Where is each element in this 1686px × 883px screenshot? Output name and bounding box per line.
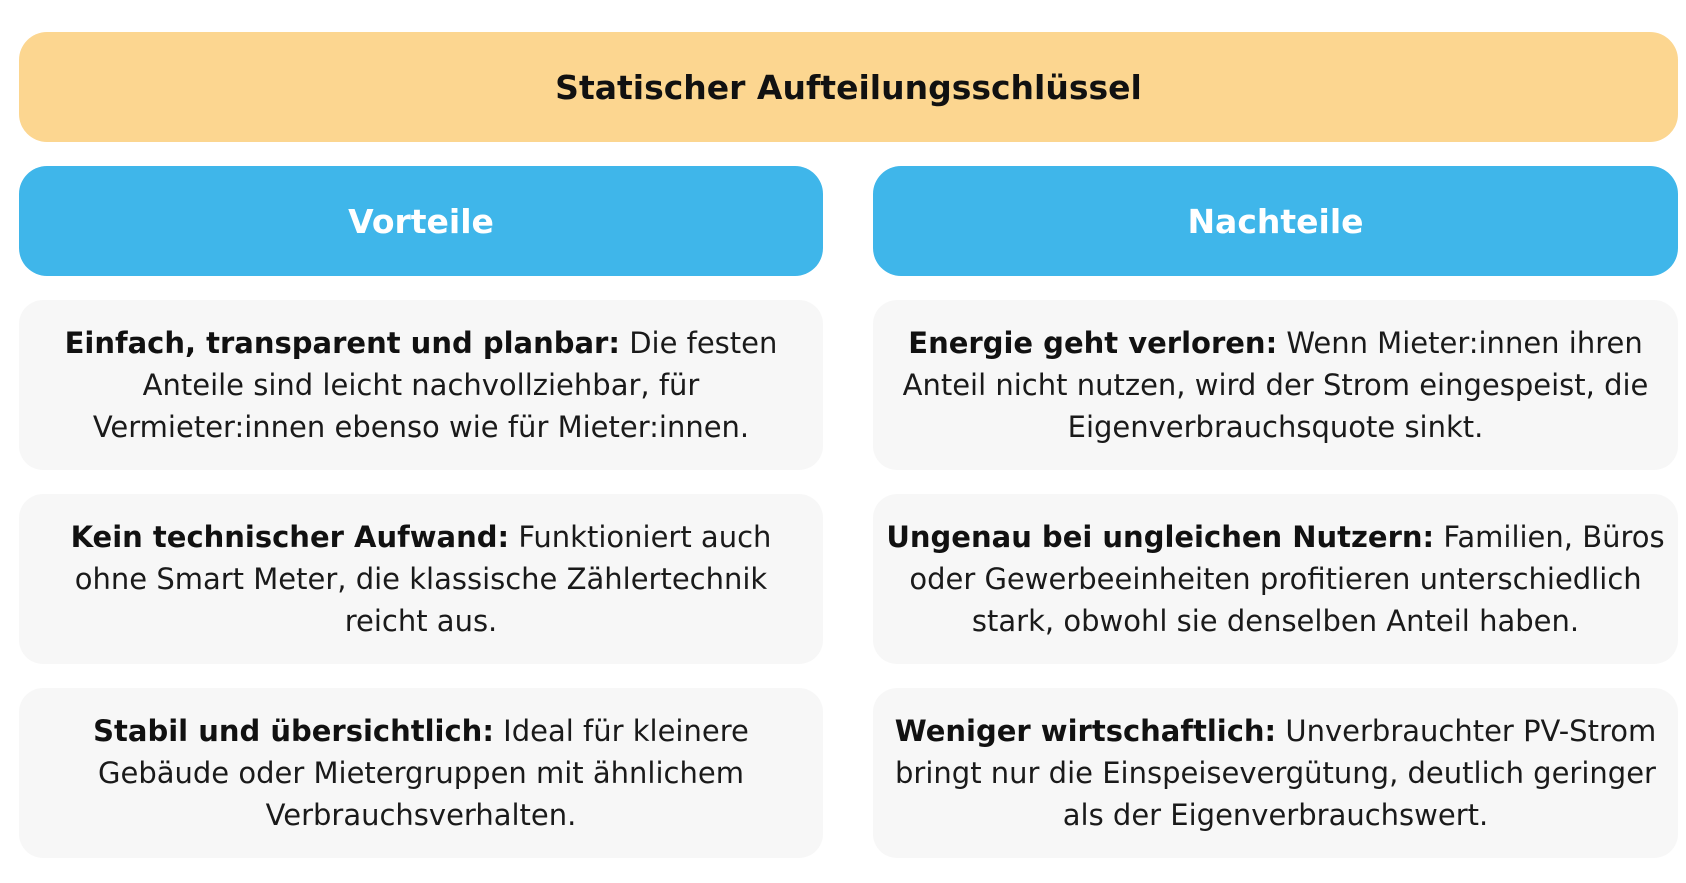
nachteil-2-text: Familien, Büros oder Gewerbeeinheiten profitieren unterschiedlich stark, obwohl sie denselben Anteil haben. [909, 520, 1665, 638]
header-vorteile-label: Vorteile [348, 201, 494, 241]
vorteil-3-text: Ideal für kleinere Gebäude oder Mietergruppen mit ähnlichem Verbrauchsverhalten. [98, 714, 749, 832]
nachteil-3-text: Unverbrauchter PV-Strom bringt nur die Einspeisevergütung, deutlich geringer als der Eigenverbrauchswert. [895, 714, 1657, 832]
vorteil-2-text: Funktioniert auch ohne Smart Meter, die klassische Zählertechnik reicht aus. [74, 520, 772, 638]
nachteil-card-1 [873, 300, 1678, 470]
nachteil-card-3 [873, 688, 1678, 858]
diagram-title-text: Statischer Aufteilungsschlüssel [555, 67, 1142, 107]
nachteil-card-2 [873, 494, 1678, 664]
header-nachteile-label: Nachteile [1187, 201, 1364, 241]
nachteil-1-text: Wenn Mieter:innen ihren Anteil nicht nutzen, wird der Strom eingespeist, die Eigenverbrauchsquote sinkt. [902, 326, 1649, 444]
vorteil-card-1 [19, 300, 823, 470]
vorteil-1-text: Die festen Anteile sind leicht nachvollziehbar, für Vermieter:innen ebenso wie für Mieter:innen. [92, 326, 778, 444]
vorteil-card-2 [19, 494, 823, 664]
nachteil-3-title: Weniger wirtschaftlich: [894, 714, 1277, 748]
header-vorteile [19, 166, 823, 276]
vorteil-1-title: Einfach, transparent und planbar: [64, 326, 620, 360]
nachteil-1-title: Energie geht verloren: [908, 326, 1278, 360]
vorteil-2-title: Kein technischer Aufwand: [70, 520, 510, 554]
vorteil-3-title: Stabil und übersichtlich: [93, 714, 494, 748]
vorteil-card-3 [19, 688, 823, 858]
header-nachteile [873, 166, 1678, 276]
diagram-title [19, 32, 1678, 142]
nachteil-2-title: Ungenau bei ungleichen Nutzern: [886, 520, 1435, 554]
